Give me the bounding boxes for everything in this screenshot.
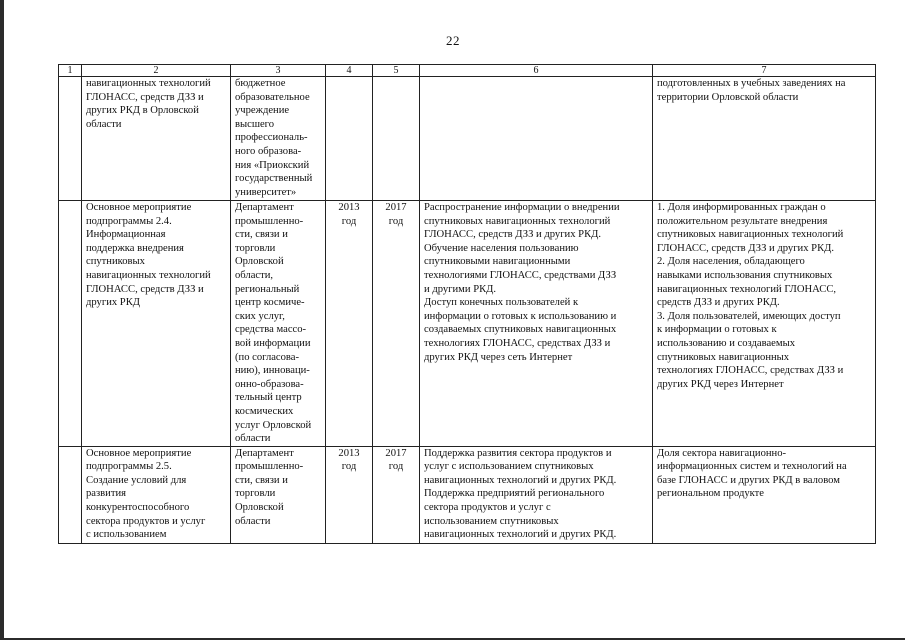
- program-table: [58, 64, 876, 544]
- expected-result-cell: [420, 77, 653, 201]
- column-number: 1: [59, 65, 82, 77]
- measure-name-cell: Основное мероприятие подпрограммы 2.4. Информационная поддержка внедрения спутниковых навигационных технологий ГЛОНАСС, средств ДЗЗ и других РКД: [82, 201, 231, 447]
- indicator-cell: 1. Доля информированных граждан о положительном результате внедрения спутниковых навигационных технологий ГЛОНАСС, средств ДЗЗ и других РКД. 2. Доля населения, обладающего навыками использования спутниковых навигационных технологий ГЛОНАСС, средств ДЗЗ и других РКД. 3. Доля пользователей, имеющих доступ к информации о готовых к использованию и создаваемых спутниковых навигационных технологиях ГЛОНАСС, средствах ДЗЗ и других РКД через Интернет: [653, 201, 876, 447]
- row-index-cell: [59, 77, 82, 201]
- column-number: 3: [231, 65, 326, 77]
- expected-result-cell: Поддержка развития сектора продуктов и услуг с использованием спутниковых навигационных технологий и других РКД. Поддержка предприятий регионального сектора продуктов и услуг с использованием спутниковых навигационных технологий и других РКД.: [420, 446, 653, 543]
- column-number: 4: [326, 65, 373, 77]
- column-number: 2: [82, 65, 231, 77]
- measure-name-cell: навигационных технологий ГЛОНАСС, средств ДЗЗ и других РКД в Орловской области: [82, 77, 231, 201]
- table-row: [59, 201, 876, 447]
- start-year-cell: 2013 год: [326, 446, 373, 543]
- end-year-cell: 2017 год: [373, 446, 420, 543]
- start-year-cell: 2013 год: [326, 201, 373, 447]
- table-row: [59, 77, 876, 201]
- scan-edge-left: [0, 0, 4, 640]
- end-year-cell: [373, 77, 420, 201]
- row-index-cell: [59, 201, 82, 447]
- column-number-row: [59, 65, 876, 77]
- start-year-cell: [326, 77, 373, 201]
- indicator-cell: подготовленных в учебных заведениях на территории Орловской области: [653, 77, 876, 201]
- column-number: 6: [420, 65, 653, 77]
- row-index-cell: [59, 446, 82, 543]
- page-number: 22: [446, 33, 460, 48]
- end-year-cell: 2017 год: [373, 201, 420, 447]
- table-row: [59, 446, 876, 543]
- expected-result-cell: Распространение информации о внедрении спутниковых навигационных технологий ГЛОНАСС, средств ДЗЗ и других РКД. Обучение населения пользованию спутниковыми навигационными технологиями ГЛОНАСС, средствами ДЗЗ и другими РКД. Доступ конечных пользователей к информации о готовых к использованию и создаваемых спутниковых навигационных технологиях ГЛОНАСС, средствах ДЗЗ и других РКД через сеть Интернет: [420, 201, 653, 447]
- executor-cell: Департамент промышленно- сти, связи и торговли Орловской области, региональный центр космиче- ских услуг, средства массо- вой информации (по согласова- нию), инноваци- онно-образова- тельный центр космических услуг Орловской области: [231, 201, 326, 447]
- indicator-cell: Доля сектора навигационно- информационных систем и технологий на базе ГЛОНАСС и других РКД в валовом региональном продукте: [653, 446, 876, 543]
- column-number: 7: [653, 65, 876, 77]
- measure-name-cell: Основное мероприятие подпрограммы 2.5. Создание условий для развития конкурентоспособного сектора продуктов и услуг с использованием: [82, 446, 231, 543]
- executor-cell: Департамент промышленно- сти, связи и торговли Орловской области: [231, 446, 326, 543]
- column-number: 5: [373, 65, 420, 77]
- executor-cell: бюджетное образовательное учреждение высшего профессиональ- ного образова- ния «Приокский государственный университет»: [231, 77, 326, 201]
